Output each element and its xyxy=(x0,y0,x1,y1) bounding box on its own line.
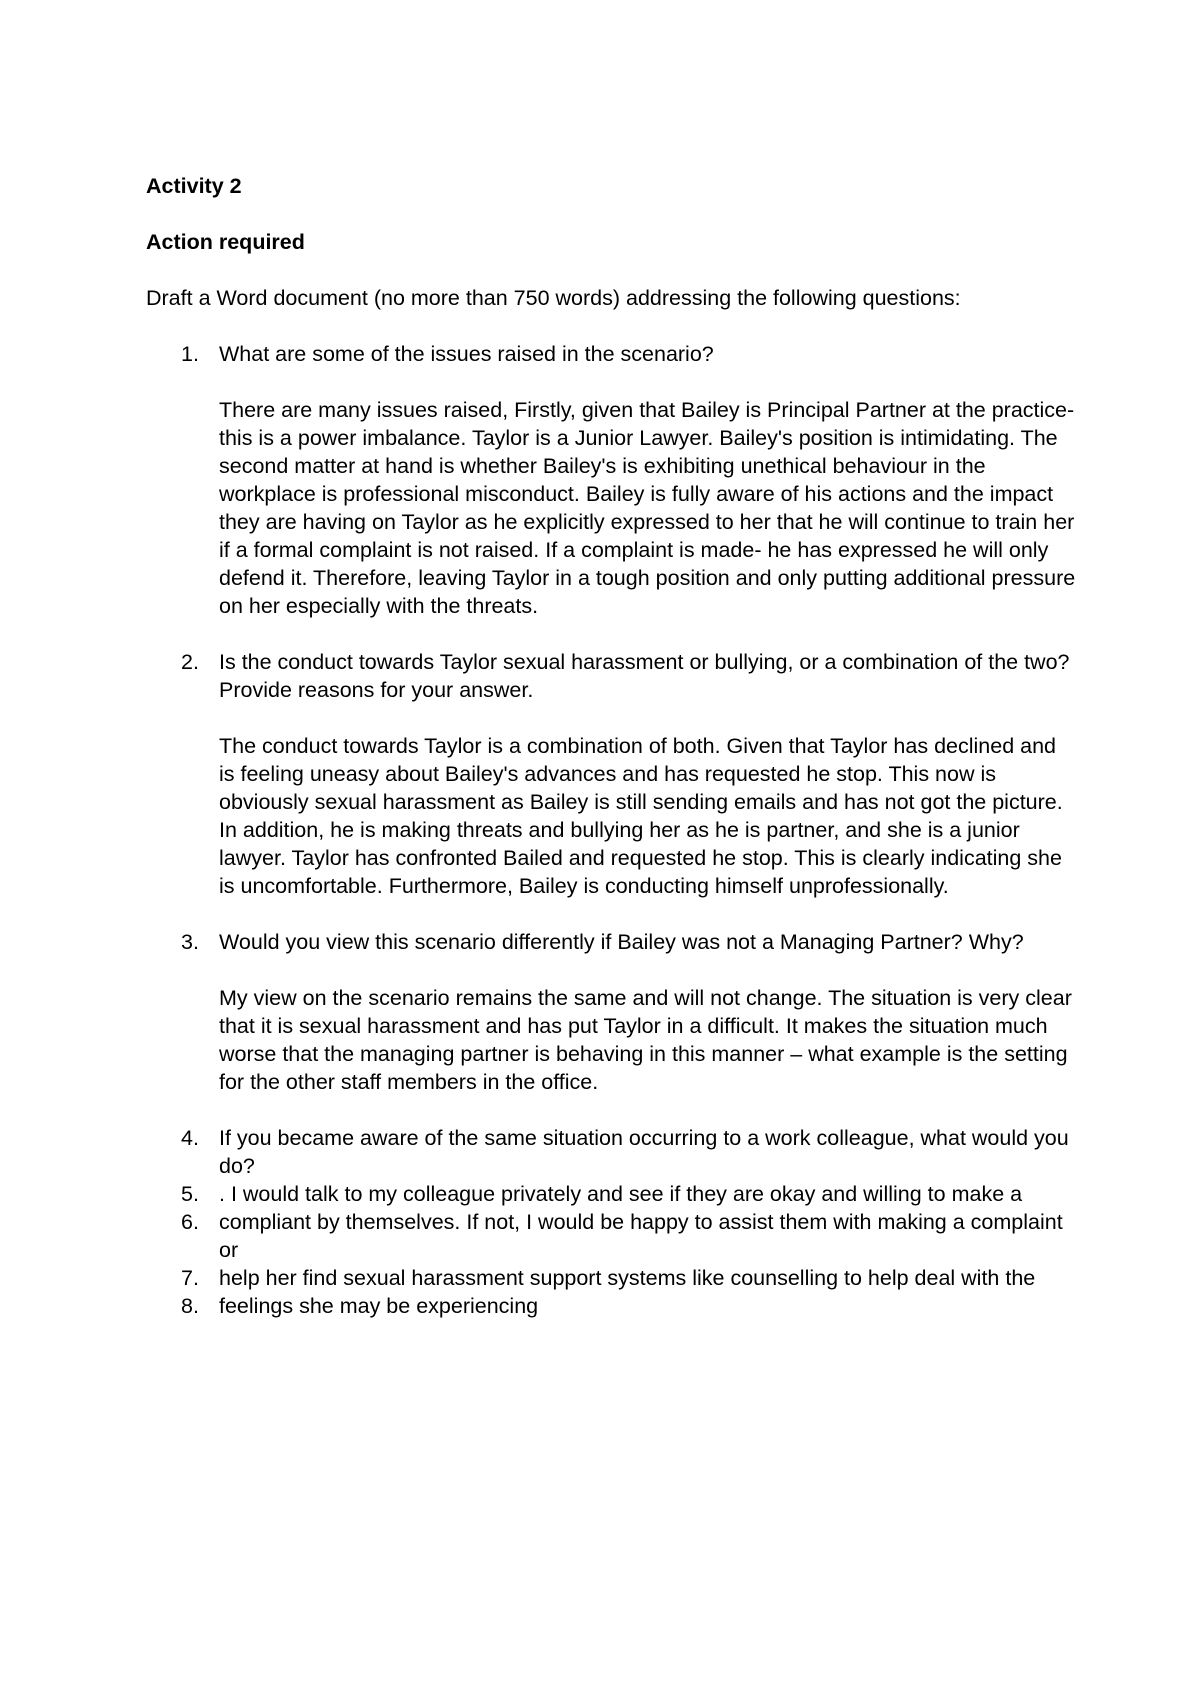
list-item xyxy=(146,1124,1076,1180)
question-text: feelings she may be experiencing xyxy=(219,1294,539,1318)
list-item xyxy=(146,648,1076,900)
list-item xyxy=(146,1264,1076,1292)
question-list xyxy=(146,340,1076,1320)
list-number: 3. xyxy=(181,930,199,954)
list-number: 5. xyxy=(181,1182,199,1206)
question-text: If you became aware of the same situation occurring to a work colleague, what would you do? xyxy=(219,1126,1069,1178)
action-required-heading: Action required xyxy=(146,230,305,254)
list-item xyxy=(146,1180,1076,1208)
activity-title: Activity 2 xyxy=(146,174,242,198)
question-text: . I would talk to my colleague privately and see if they are okay and willing to make a xyxy=(219,1182,1023,1206)
answer-text: The conduct towards Taylor is a combination of both. Given that Taylor has declined and is feeling uneasy about Bailey's advances and has requested he stop. This now is obviously sexual harassment as Bailey is still sending emails and has not got the picture. In addition, he is making threats and bullying her as he is partner, and she is a junior lawyer. Taylor has confronted Bailed and requested he stop. This is clearly indicating she is uncomfortable. Furthermore, Bailey is conducting himself unprofessionally. xyxy=(219,734,1063,898)
intro-paragraph: Draft a Word document (no more than 750 words) addressing the following questions: xyxy=(146,286,961,310)
list-number: 1. xyxy=(181,342,199,366)
document-body xyxy=(146,172,1076,1320)
question-text: Is the conduct towards Taylor sexual harassment or bullying, or a combination of the two? Provide reasons for your answer. xyxy=(219,650,1070,702)
question-text: Would you view this scenario differently if Bailey was not a Managing Partner? Why? xyxy=(219,930,1024,954)
answer-text: My view on the scenario remains the same and will not change. The situation is very clear that it is sexual harassment and has put Taylor in a difficult. It makes the situation much worse that the managing partner is behaving in this manner – what example is the setting for the other staff members in the office. xyxy=(219,986,1072,1094)
list-number: 7. xyxy=(181,1266,199,1290)
list-item xyxy=(146,1292,1076,1320)
question-text: What are some of the issues raised in the scenario? xyxy=(219,342,714,366)
answer-text: There are many issues raised, Firstly, given that Bailey is Principal Partner at the practice- this is a power imbalance. Taylor is a Junior Lawyer. Bailey's position is intimidating. The second matter at hand is whether Bailey's is exhibiting unethical behaviour in the workplace is professional misconduct. Bailey is fully aware of his actions and the impact they are having on Taylor as he explicitly expressed to her that he will continue to train her if a formal complaint is not raised. If a complaint is made- he has expressed he will only defend it. Therefore, leaving Taylor in a tough position and only putting additional pressure on her especially with the threats. xyxy=(219,398,1076,618)
list-number: 4. xyxy=(181,1126,199,1150)
list-number: 2. xyxy=(181,650,199,674)
list-number: 8. xyxy=(181,1294,199,1318)
list-number: 6. xyxy=(181,1210,199,1234)
question-text: help her find sexual harassment support systems like counselling to help deal with the xyxy=(219,1266,1036,1290)
list-item xyxy=(146,928,1076,1096)
list-item xyxy=(146,1208,1076,1264)
question-text: compliant by themselves. If not, I would be happy to assist them with making a complaint or xyxy=(219,1210,1063,1262)
list-item xyxy=(146,340,1076,620)
